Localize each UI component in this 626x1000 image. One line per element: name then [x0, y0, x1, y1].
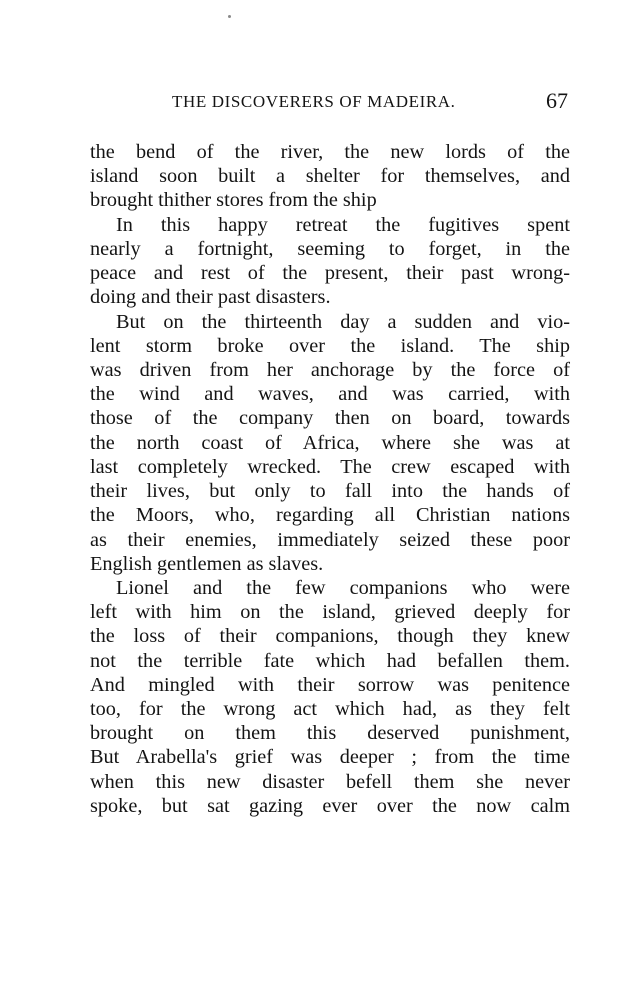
text-line: when this new disaster befell them she never [90, 770, 570, 793]
text-line: left with him on the island, grieved deeply for [90, 601, 570, 624]
page-number: 67 [546, 88, 568, 113]
running-title: THE DISCOVERERS OF MADEIRA. [172, 92, 456, 111]
text-line: the wind and waves, and was carried, with [90, 383, 570, 406]
text-line: was driven from her anchorage by the force of [90, 358, 570, 381]
text-line: brought on them this deserved punishment, [90, 722, 570, 745]
text-line: their lives, but only to fall into the hands of [90, 480, 570, 503]
text-line: last completely wrecked. The crew escaped with [90, 455, 570, 478]
text-line: nearly a fortnight, seeming to forget, in the [90, 237, 570, 260]
text-line: But Arabella's grief was deeper ; from the time [90, 746, 570, 769]
page-header [90, 88, 570, 118]
text-line: island soon built a shelter for themselves, and [90, 165, 570, 188]
text-line: too, for the wrong act which had, as they felt [90, 698, 570, 721]
text-line: the north coast of Africa, where she was at [90, 431, 570, 454]
body-text [90, 140, 570, 818]
paragraph-first-line: In this happy retreat the fugitives spent [116, 213, 570, 236]
text-line: And mingled with their sorrow was penitence [90, 673, 570, 696]
text-line: spoke, but sat gazing ever over the now calm [90, 794, 570, 817]
text-line: the Moors, who, regarding all Christian nations [90, 504, 570, 527]
text-line: brought thither stores from the ship [90, 189, 377, 212]
text-line: the bend of the river, the new lords of the [90, 141, 570, 163]
text-line: peace and rest of the present, their past wrong- [90, 262, 570, 285]
text-line: English gentlemen as slaves. [90, 552, 324, 575]
text-line: as their enemies, immediately seized these poor [90, 528, 570, 551]
text-line: doing and their past disasters. [90, 286, 331, 309]
paragraph-first-line: Lionel and the few companions who were [116, 576, 570, 599]
paper-speck [228, 15, 231, 18]
paragraph-first-line: But on the thirteenth day a sudden and vio- [116, 310, 570, 333]
text-line: those of the company then on board, towards [90, 407, 570, 430]
text-line: lent storm broke over the island. The ship [90, 334, 570, 357]
text-line: the loss of their companions, though they knew [90, 625, 570, 648]
text-line: not the terrible fate which had befallen them. [90, 649, 570, 672]
